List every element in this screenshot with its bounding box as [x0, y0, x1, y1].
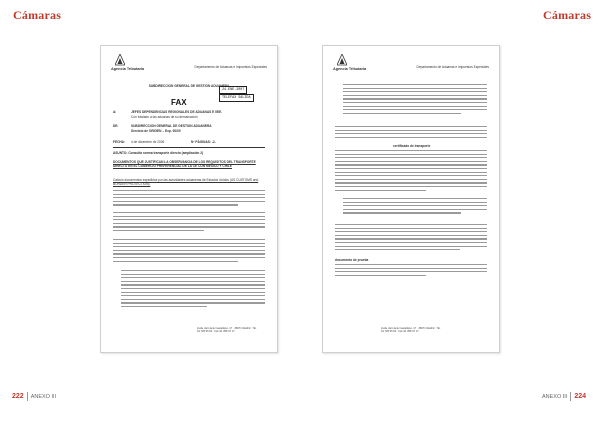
from-label: DE: [113, 124, 119, 128]
telefax-stamp: TELEFAX SALIDA [219, 94, 254, 102]
address-block: Avda. del Llano Castellano, 17 · 28071 Madrid · Tel. 91 728 95 00 · Fax 91 358 47 17 [381, 327, 441, 334]
agency-crest-icon [115, 54, 125, 66]
body-paragraph [335, 224, 487, 253]
left-footer [12, 392, 56, 401]
to-text: JEFES DEPENDENCIAS REGIONALES DE ADUANAS E IIEE. [131, 110, 223, 114]
subject-line: ASUNTO: Consulta norma transporte directo (ampliación 2) [113, 151, 204, 155]
agency-crest-icon [337, 54, 347, 66]
from-subtext: Servicio de ORIGEN – Exp. 00/00 [131, 129, 181, 133]
body-paragraph [113, 190, 265, 208]
address-block: Avda. del Llano Castellano, 17 · 28071 Madrid · Tel. 91 728 95 00 · Fax 91 358 47 17 [197, 327, 257, 334]
section-heading: DOCUMENTOS QUE JUSTIFICAN LA OBSERVANCIA DE LOS REQUISITOS DEL TRANSPORTE DIRECTO EN EL COMERCIO PREFERENCIAL DE LA CE CON MÉXICO Y CHILE [113, 160, 256, 169]
fax-document-page [100, 45, 278, 353]
page-number: 222 [12, 393, 24, 400]
document-header [111, 54, 267, 76]
page-number: 224 [574, 393, 587, 400]
from-text: SUBDIRECCION GENERAL DE GESTION ADUANERA [131, 124, 212, 128]
body-paragraph [113, 239, 265, 264]
continuation-page [322, 45, 500, 353]
highlighted-term: documento de prueba [335, 258, 369, 262]
agency-name: Agencia Tributaria [333, 67, 367, 71]
body-paragraph [335, 150, 487, 193]
body-paragraph [335, 264, 487, 278]
running-title: ANEXO III [542, 393, 568, 400]
fax-title: FAX [171, 98, 187, 107]
note-paragraph: Cálculo documentos expedidos por las autoridades aduaneras de Estados Unidos (US CUSTOMS and BORDER PROTECTION). [113, 178, 259, 187]
to-label: A: [113, 110, 117, 114]
camaras-logo: Cámaras [13, 8, 62, 22]
body-paragraph [335, 126, 487, 140]
divider [27, 392, 28, 401]
running-title: ANEXO III [30, 393, 57, 400]
separator [113, 147, 265, 148]
divider [570, 392, 571, 401]
date-label: FECHA: [113, 140, 126, 144]
department-name: Departamento de Aduanas e Impuestos Especiales [416, 65, 489, 69]
date-stamp: 24.ENE.2007 [219, 86, 247, 94]
bullet-paragraph [121, 270, 265, 310]
sender-title: SUBDIRECCION GENERAL DE GESTION ADUANERA [148, 84, 230, 88]
document-header [333, 54, 489, 76]
camaras-logo: Cámaras [543, 8, 592, 22]
agency-name: Agencia Tributaria [111, 67, 145, 71]
body-paragraph [113, 212, 265, 234]
highlighted-term: certificado de transporte [393, 144, 431, 148]
pages-count: Nº PÁGINAS: -2- [191, 140, 216, 144]
bullet-paragraph [343, 198, 487, 216]
department-name: Departamento de Aduanas e Impuestos Especiales [194, 65, 267, 69]
date-value: 4 de diciembre de 2006 [131, 140, 165, 144]
to-subtext: Con traslado a las aduanas de su demarcación [131, 115, 198, 119]
bullet-paragraph [343, 84, 487, 116]
right-footer [542, 392, 586, 401]
